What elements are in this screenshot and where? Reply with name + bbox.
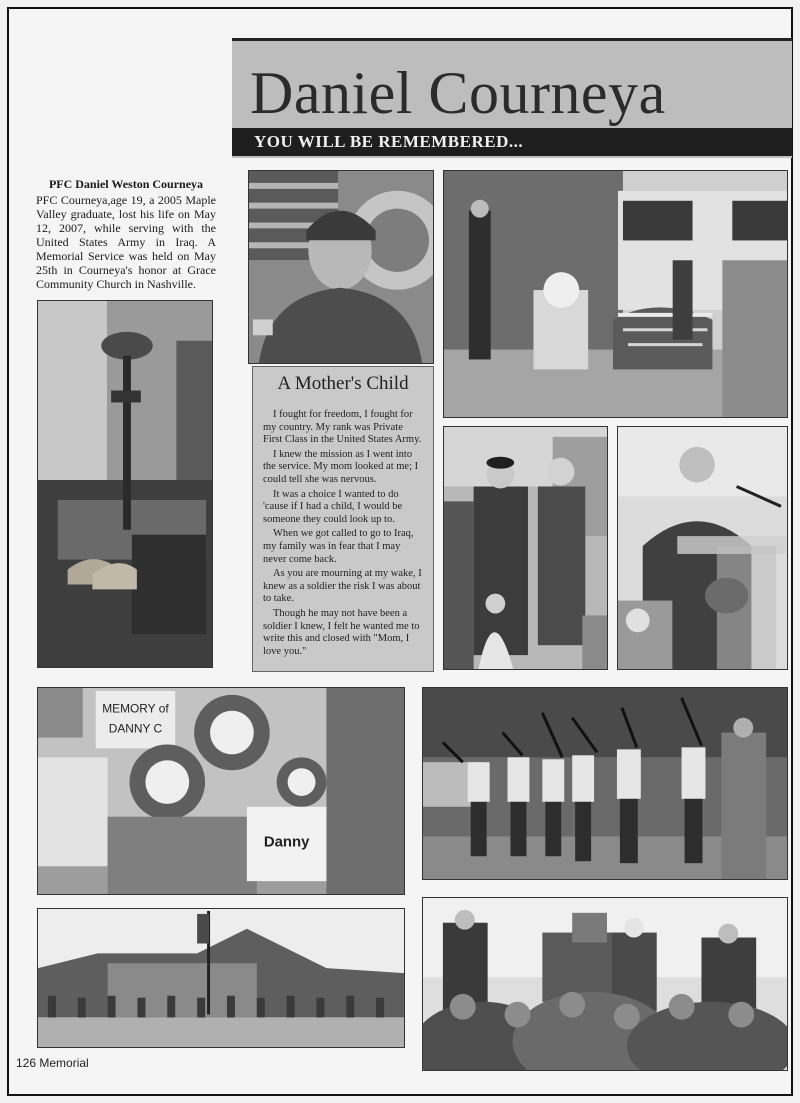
- intro-paragraph: PFC Courneya,age 19, a 2005 Maple Valley graduate, lost his life on May 12, 2007, while serving with the United States Army in Iraq. A Memorial Service was held on May 25th in Courneya's honor at Grace Community Church in Nashville.: [36, 193, 216, 291]
- memory-sign-text: MEMORY of: [102, 701, 169, 716]
- poem-paragraph: Though he may not have been a soldier I knew, I felt he wanted me to write this and closed with "Mom, I love you.": [263, 607, 420, 657]
- photo-soldier-portrait: [248, 170, 434, 364]
- poem-paragraph: I knew the mission as I went into the service. My mom looked at me; I could tell she was nervous.: [263, 448, 419, 485]
- danny-sign-text: Danny: [263, 834, 310, 851]
- intro-text-block: [36, 177, 216, 291]
- page-footer: 126 Memorial: [16, 1056, 89, 1070]
- photo-church-exterior: [37, 908, 405, 1048]
- poem-paragraph: It was a choice I wanted to do 'cause if I had a child, I would be someone they could look up to.: [263, 488, 403, 525]
- soldier-name: PFC Daniel Weston Courneya: [48, 177, 204, 191]
- poem-box: [252, 366, 434, 672]
- photo-service-salute: [422, 897, 788, 1071]
- poem-paragraph: I fought for freedom, I fought for my country. My rank was Private First Class in the United States Army.: [263, 409, 422, 446]
- subtitle-bar: YOU WILL BE REMEMBERED...: [232, 128, 792, 156]
- poem-paragraph: When we got called to go to Iraq, my family was in fear that I may never come back.: [263, 528, 414, 565]
- photo-rifle-salute: [422, 687, 788, 880]
- poem-paragraph: As you are mourning at my wake, I knew as a soldier the risk I was about to take.: [263, 568, 422, 605]
- photo-memory-signs: [37, 687, 405, 895]
- photo-service-casket: [443, 170, 788, 418]
- photo-soldier-podium: [617, 426, 788, 670]
- photo-battlefield-cross: [37, 300, 213, 668]
- poem-text: [263, 409, 423, 658]
- memory-sign-name: DANNY C: [108, 721, 163, 736]
- poem-title: A Mother's Child: [277, 373, 409, 394]
- page-title: Daniel Courneya: [250, 60, 666, 126]
- photo-family-soldier: [443, 426, 608, 670]
